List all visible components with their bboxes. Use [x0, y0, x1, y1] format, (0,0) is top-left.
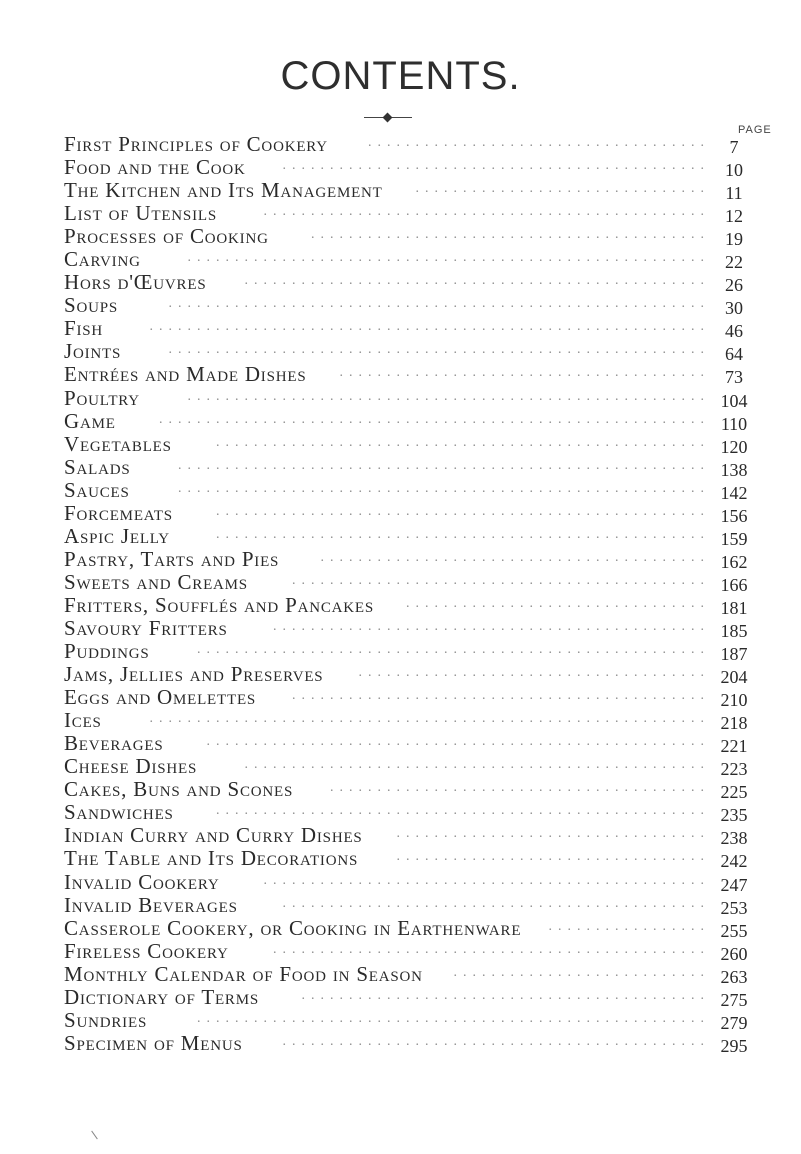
dot-leader: ....................................................: [216, 434, 710, 450]
toc-entry-page-number: 279: [720, 1012, 748, 1033]
toc-entry-page-number: 22: [725, 252, 743, 273]
toc-entry-title: Indian Curry and Curry Dishes: [64, 823, 363, 848]
toc-entry[interactable]: [64, 686, 754, 709]
toc-entry[interactable]: [64, 894, 754, 917]
dot-leader: ......................................................: [197, 642, 710, 658]
toc-entry-page-number: 19: [725, 229, 743, 250]
toc-entry-page-number: 204: [720, 667, 748, 688]
toc-entry[interactable]: [64, 871, 754, 894]
dot-leader: ...............................................: [263, 872, 710, 888]
toc-entry-title: Eggs and Omelettes: [64, 685, 257, 710]
toc-entry[interactable]: [64, 732, 754, 755]
toc-entry[interactable]: [64, 663, 754, 686]
toc-entry[interactable]: [64, 548, 754, 571]
toc-entry[interactable]: [64, 594, 754, 617]
dot-leader: ..............................................: [273, 941, 710, 957]
dot-leader: ...........................................: [301, 987, 710, 1003]
toc-entry-title: The Kitchen and Its Management: [64, 178, 383, 203]
toc-entry-title: Puddings: [64, 639, 150, 664]
toc-entry-page-number: 7: [729, 137, 739, 157]
toc-entry-title: Invalid Cookery: [64, 869, 220, 894]
dot-leader: ........................................................: [178, 457, 710, 473]
toc-entry-page-number: 159: [720, 528, 748, 549]
toc-entry-page-number: 210: [720, 690, 748, 711]
dot-leader: .............................................: [282, 895, 710, 911]
toc-entry[interactable]: [64, 202, 754, 225]
toc-entry[interactable]: [64, 456, 754, 479]
toc-entry-page-number: 242: [720, 851, 748, 872]
toc-entry[interactable]: [64, 179, 754, 202]
toc-entry-page-number: 64: [725, 344, 743, 365]
toc-entry-page-number: 235: [720, 805, 748, 826]
toc-entry[interactable]: [64, 640, 754, 663]
toc-entry-title: Cakes, Buns and Scones: [64, 777, 294, 802]
toc-entry-title: Soups: [64, 293, 119, 318]
toc-entry[interactable]: [64, 824, 754, 847]
toc-entry-title: Fireless Cookery: [64, 938, 229, 963]
toc-entry[interactable]: [64, 410, 754, 433]
toc-entry-title: Invalid Beverages: [64, 892, 238, 917]
toc-entry-page-number: 166: [720, 574, 748, 595]
toc-entry-title: Game: [64, 408, 116, 433]
dot-leader: ..........................................................: [159, 411, 710, 427]
toc-entry-title: Sauces: [64, 477, 130, 502]
toc-entry-title: First Principles of Cookery: [64, 132, 328, 156]
toc-entry-page-number: 162: [720, 551, 748, 572]
toc-entry-page-number: 73: [725, 367, 743, 388]
toc-entry-title: Hors d'Œuvres: [64, 270, 207, 295]
toc-entry-title: Ices: [64, 708, 102, 733]
toc-entry[interactable]: [64, 433, 754, 456]
toc-entry-page-number: 10: [725, 160, 743, 181]
toc-entry-title: Poultry: [64, 385, 140, 410]
toc-entry-page-number: 187: [720, 644, 748, 665]
toc-entry-page-number: 275: [720, 989, 748, 1010]
toc-entry[interactable]: [64, 986, 754, 1009]
dot-leader: .....................................: [358, 665, 710, 681]
toc-entry-title: Monthly Calendar of Food in Season: [64, 961, 423, 986]
dot-leader: .................................: [396, 849, 710, 865]
toc-entry[interactable]: [64, 917, 754, 940]
toc-entry-page-number: 142: [720, 482, 748, 503]
dot-leader: ...........................................................: [149, 711, 710, 727]
toc-entry[interactable]: [64, 571, 754, 594]
page-column-label: PAGE: [738, 124, 772, 136]
toc-entry-page-number: 225: [720, 782, 748, 803]
toc-entry-title: Pastry, Tarts and Pies: [64, 546, 280, 571]
toc-entry-title: Salads: [64, 454, 131, 479]
toc-entry[interactable]: [64, 940, 754, 963]
toc-entry[interactable]: [64, 363, 754, 386]
toc-entry-title: Jams, Jellies and Preserves: [64, 662, 324, 687]
toc-entry-title: Processes of Cooking: [64, 224, 269, 249]
toc-entry[interactable]: [64, 847, 754, 870]
dot-leader: ....................................................: [216, 803, 710, 819]
dot-leader: .................: [548, 918, 710, 934]
toc-entry-title: Forcemeats: [64, 500, 173, 525]
toc-entry-page-number: 138: [720, 459, 748, 480]
dot-leader: .......................................: [339, 365, 710, 381]
toc-entry-page-number: 260: [720, 943, 748, 964]
dot-leader: .................................................: [244, 757, 710, 773]
toc-entry-title: Casserole Cookery, or Cooking in Earthenware: [64, 915, 522, 940]
dot-leader: ..........................................: [311, 227, 710, 243]
toc-entry[interactable]: [64, 340, 754, 363]
toc-entry-page-number: 11: [725, 183, 743, 204]
toc-entry-page-number: 221: [720, 736, 748, 757]
dot-leader: .....................................................: [206, 734, 710, 750]
toc-entry-title: Vegetables: [64, 431, 172, 456]
toc-entry-page-number: 223: [720, 759, 748, 780]
toc-entry[interactable]: [64, 294, 754, 317]
dot-leader: ............................................: [292, 688, 710, 704]
dot-leader: .........................................................: [168, 296, 710, 312]
toc-entry-page-number: 238: [720, 828, 748, 849]
toc-entry[interactable]: [64, 317, 754, 340]
dot-leader: .........................................................: [168, 342, 710, 358]
page-title: CONTENTS.: [280, 54, 521, 98]
toc-entry[interactable]: [64, 963, 754, 986]
toc-entry-page-number: 104: [720, 390, 748, 411]
toc-entry-title: Carving: [64, 247, 141, 272]
toc-entry-title: Beverages: [64, 731, 164, 756]
toc-entry-page-number: 181: [720, 597, 748, 618]
dot-leader: ........................................: [330, 780, 710, 796]
toc-entry[interactable]: [64, 225, 754, 248]
toc-entry[interactable]: [64, 617, 754, 640]
dot-leader: ...............................: [415, 181, 710, 197]
toc-entry-title: Fritters, Soufflés and Pancakes: [64, 592, 375, 617]
toc-entry-title: Cheese Dishes: [64, 754, 198, 779]
toc-entry-title: Food and the Cook: [64, 155, 246, 180]
dot-leader: .............................................: [282, 158, 710, 174]
dot-leader: .......................................................: [187, 250, 710, 266]
diamond-icon: [383, 113, 393, 123]
stray-mark: [91, 1131, 98, 1140]
toc-entry-title: Entrées and Made Dishes: [64, 362, 307, 387]
toc-entry[interactable]: [64, 1032, 754, 1055]
dot-leader: .............................................: [282, 1033, 710, 1049]
divider-ornament: [364, 114, 412, 122]
toc-entry-page-number: 255: [720, 920, 748, 941]
toc-entry-title: Specimen of Menus: [64, 1030, 243, 1055]
dot-leader: .................................................: [244, 273, 710, 289]
toc-entry-title: Sweets and Creams: [64, 569, 248, 594]
dot-leader: ....................................................: [216, 503, 710, 519]
table-of-contents: [64, 133, 754, 1055]
toc-entry-title: Joints: [64, 339, 122, 364]
toc-entry-page-number: 295: [720, 1035, 748, 1056]
toc-entry-page-number: 218: [720, 713, 748, 734]
dot-leader: ...........................: [453, 964, 710, 980]
toc-entry-title: Dictionary of Terms: [64, 984, 260, 1009]
toc-entry[interactable]: [64, 778, 754, 801]
dot-leader: ....................................: [368, 135, 710, 150]
dot-leader: ........................................................: [178, 480, 710, 496]
toc-entry-title: Savoury Fritters: [64, 615, 228, 640]
toc-entry[interactable]: [64, 479, 754, 502]
dot-leader: ............................................: [292, 572, 710, 588]
dot-leader: ...........................................................: [149, 319, 710, 335]
toc-entry-page-number: 253: [720, 897, 748, 918]
toc-entry-page-number: 26: [725, 275, 743, 296]
dot-leader: .........................................: [320, 549, 710, 565]
toc-entry[interactable]: [64, 525, 754, 548]
toc-entry[interactable]: [64, 156, 754, 179]
toc-entry[interactable]: [64, 133, 754, 156]
toc-entry-page-number: 12: [725, 206, 743, 227]
toc-entry-title: Sandwiches: [64, 800, 174, 825]
dot-leader: ......................................................: [197, 1010, 710, 1026]
dot-leader: .................................: [396, 826, 710, 842]
toc-entry[interactable]: [64, 387, 754, 410]
toc-entry[interactable]: [64, 271, 754, 294]
toc-entry-page-number: 185: [720, 620, 748, 641]
toc-entry-title: Fish: [64, 316, 104, 341]
toc-entry-page-number: 30: [725, 298, 743, 319]
toc-entry-title: The Table and Its Decorations: [64, 846, 359, 871]
toc-entry[interactable]: [64, 502, 754, 525]
toc-entry-page-number: 247: [720, 874, 748, 895]
toc-entry-page-number: 120: [720, 436, 748, 457]
toc-entry-page-number: 110: [720, 413, 748, 434]
toc-entry-title: Aspic Jelly: [64, 523, 170, 548]
dot-leader: ....................................................: [216, 526, 710, 542]
toc-entry[interactable]: [64, 1009, 754, 1032]
toc-entry[interactable]: [64, 755, 754, 778]
toc-entry-title: List of Utensils: [64, 201, 217, 226]
toc-entry[interactable]: [64, 248, 754, 271]
toc-entry[interactable]: [64, 709, 754, 732]
dot-leader: .......................................................: [187, 388, 710, 404]
toc-entry-page-number: 263: [720, 966, 748, 987]
toc-entry-page-number: 46: [725, 321, 743, 342]
dot-leader: ................................: [406, 595, 710, 611]
dot-leader: ..............................................: [273, 618, 710, 634]
toc-entry-page-number: 156: [720, 505, 748, 526]
toc-entry-title: Sundries: [64, 1007, 148, 1032]
toc-entry[interactable]: [64, 801, 754, 824]
dot-leader: ...............................................: [263, 204, 710, 220]
